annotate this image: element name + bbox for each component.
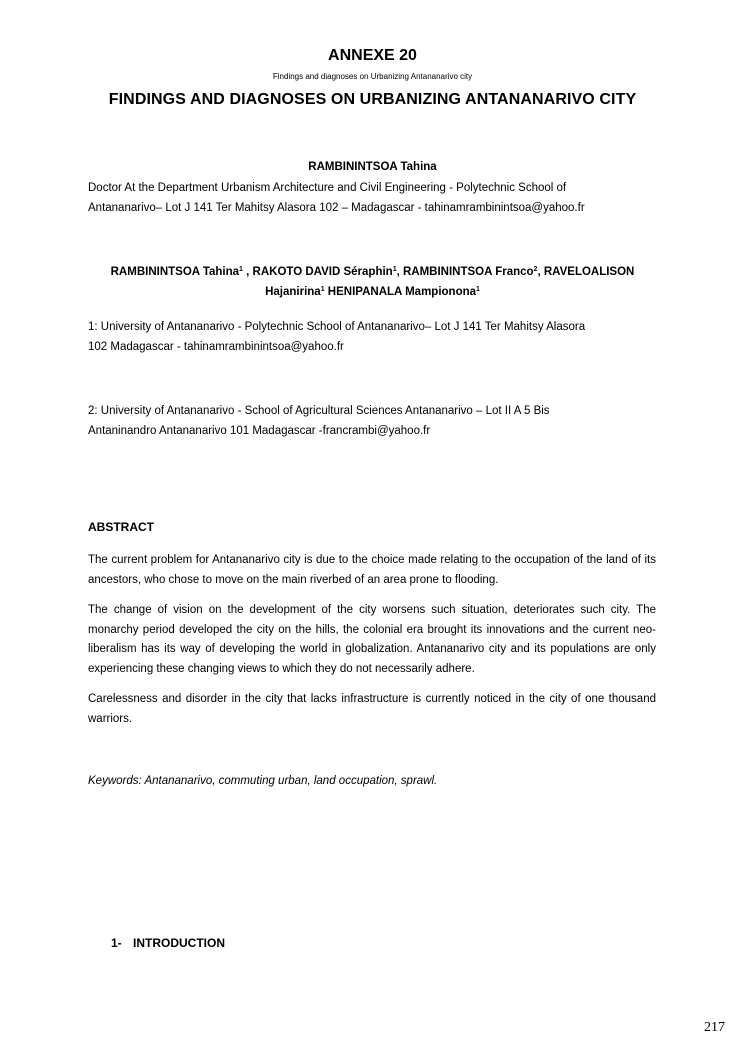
author-name: Hajanirina [265, 285, 321, 298]
author-name: RAMBININTSOA Tahina [110, 266, 240, 278]
author-affiliation-marker: 1 [476, 285, 480, 293]
page-number: 217 [704, 1020, 725, 1035]
abstract-paragraph: Carelessness and disorder in the city that lacks infrastructure is currently noticed in the city of one thousand warriors. [88, 693, 656, 725]
author-affiliation-marker: 1 [239, 266, 243, 273]
affiliation-line: Doctor At the Department Urbanism Architecture and Civil Engineering - Polytechnic School of [88, 182, 567, 194]
affiliation-line: 1: University of Antananarivo - Polytechnic School of Antananarivo– Lot J 141 Ter Mahitsy Alasora [88, 321, 586, 333]
annex-number: ANNEXE 20 [328, 47, 417, 64]
author-affiliation-marker: 1 [392, 266, 397, 273]
author-name: HENIPANALA Mampionona [324, 285, 477, 298]
affiliation-line: Antaninandro Antananarivo 101 Madagascar -francrambi@yahoo.fr [88, 424, 431, 437]
author-list-line [80, 283, 665, 303]
affiliation-2 [88, 402, 648, 441]
abstract-paragraph: The change of vision on the development of the city worsens such situation, deteriorates such city. The monarchy period developed the city on the hills, the colonial era brought its innovations and the current neo-liberalism has its way of developing the world in globalization. Antananarivo city and its populations are only experiencing these changing views to which they do not necessarily adhere. [88, 604, 656, 675]
affiliation-line: 102 Madagascar - tahinamrambinintsoa@yahoo.fr [88, 340, 344, 353]
author-affiliation-marker: 2 [533, 266, 538, 273]
main-author-affiliation [88, 179, 648, 218]
keywords: Keywords: Antananarivo, commuting urban, land occupation, sprawl. [88, 775, 438, 787]
author-name: , RAMBININTSOA Franco [396, 266, 534, 278]
main-author-name: RAMBININTSOA Tahina [308, 161, 437, 173]
section-number: 1- [111, 936, 122, 950]
author-affiliation-marker: 1 [320, 285, 325, 293]
author-list-line [80, 263, 665, 283]
abstract-paragraph: The current problem for Antananarivo city is due to the choice made relating to the occupation of the land of its ancestors, who chose to move on the main riverbed of an area prone to flooding. [88, 554, 656, 586]
section-title: INTRODUCTION [133, 936, 225, 950]
affiliation-1 [88, 318, 648, 357]
author-list [80, 263, 665, 302]
author-name: , RAVELOALISON [537, 266, 635, 278]
author-name: , RAKOTO DAVID Séraphin [242, 266, 393, 278]
paper-title: FINDINGS AND DIAGNOSES ON URBANIZING ANTANANARIVO CITY [108, 91, 637, 108]
section-heading-introduction [111, 936, 225, 950]
affiliation-line: Antananarivo– Lot J 141 Ter Mahitsy Alasora 102 – Madagascar - tahinamrambinintsoa@yahoo.fr [88, 201, 585, 214]
affiliation-line: 2: University of Antananarivo - School of Agricultural Sciences Antananarivo – Lot II A 5 Bis [88, 405, 550, 417]
running-title: Findings and diagnoses on Urbanizing Antananarivo city [272, 72, 473, 81]
abstract-heading: ABSTRACT [88, 520, 154, 534]
